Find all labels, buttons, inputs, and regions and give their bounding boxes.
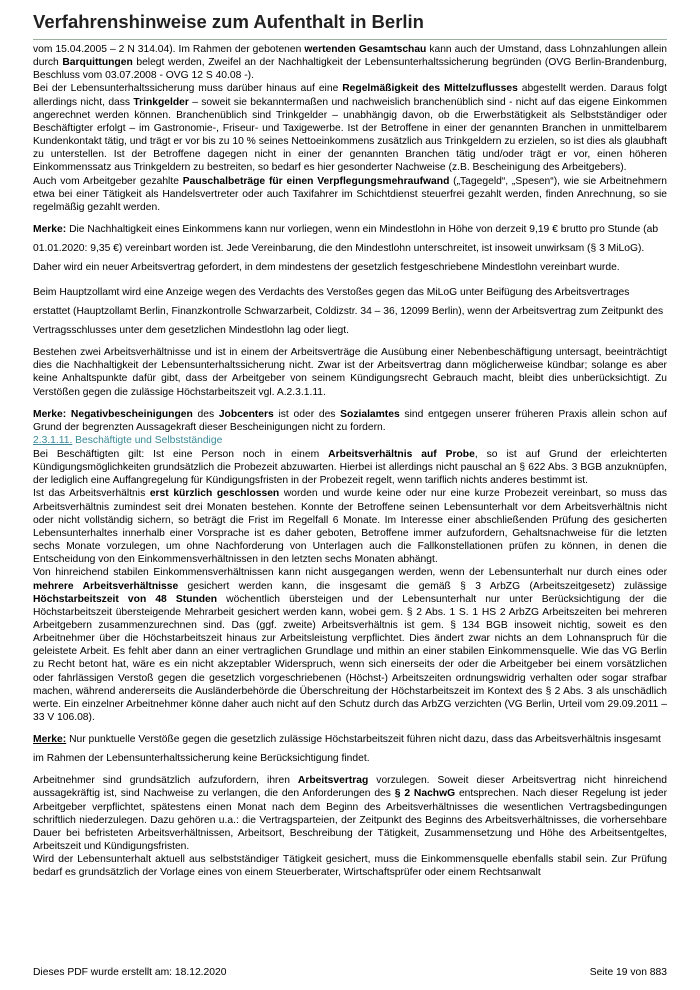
- text: , so ist auf Grund der erleichterten Kündigungsmöglichkeiten grundsätzlich die Probezeit abzuwarten. Hierbei ist allerdings nicht pauschal an § 622 Abs. 3 BGB anzuknüpfen, der lediglich eine Auffangregelung für Kündigungsfristen in der Probezeit regelt, wenn tariflich nichts anderes bestimmt ist.: [33, 448, 667, 487]
- bold-text: Regelmäßigkeit des Mittelzuflusses: [342, 83, 518, 95]
- text: vom 15.04.2005 – 2 N 314.04). Im Rahmen der gebotenen: [33, 44, 305, 55]
- bold-text: wertenden Gesamtschau: [304, 44, 427, 55]
- bold-text: Jobcenters: [218, 408, 274, 420]
- paragraph-3: [33, 175, 667, 214]
- text: des: [192, 408, 219, 420]
- text: Arbeitnehmer sind grundsätzlich aufzufordern, ihren: [33, 775, 298, 787]
- paragraph-selbststaendig: [33, 853, 667, 879]
- text: kann auch der Umstand, dass Lohnzahlungen allein durch: [33, 44, 668, 69]
- paragraph-probezeit: [33, 448, 667, 487]
- text: Bestehen zwei Arbeitsverhältnisse und ist in einem der Arbeitsverträge die Ausübung einer Nebenbeschäftigung untersagt, beeinträchtigt dies die Nachhaltigkeit der Lebensunterhaltssicherung nicht. Zwar ist der Arbeitsvertrag dann möglicherweise kündbar; solange es aber keine Anhaltspunkte dafür gibt, dass der Arbeitgeber von seinem Kündigungsrecht Gebrauch macht, bleibt dies unberücksichtigt. Zu Verstößen gegen die zulässige Höchstarbeitszeit vgl. A.2.3.1.11.: [33, 347, 667, 398]
- text: vorzulegen. Soweit dieser Arbeitsvertrag nicht hinreichend aussagekräftig ist, sind Nachweise zu verlangen, die den Anforderungen des: [33, 775, 667, 800]
- bold-text: Merke: Negativbescheinigungen: [33, 408, 193, 420]
- paragraph-1: [33, 43, 667, 82]
- paragraph-hoechstarbeitszeit: [33, 566, 667, 724]
- text: Nur punktuelle Verstöße gegen die gesetzlich zulässige Höchstarbeitszeit führen nicht dazu, dass das Arbeitsverhältnis insgesamt im Rahmen der Lebensunterhaltssicherung keine Berücksichtigung findet.: [33, 734, 661, 765]
- paragraph-hauptzollamt: [33, 283, 667, 340]
- text: Ist das Arbeitsverhältnis: [33, 488, 150, 500]
- text: gesichert werden kann, die insgesamt die gemäß § 3 ArbZG (Arbeitszeitgesetz) zulässige: [178, 580, 667, 592]
- bold-text: Arbeitsvertrag: [297, 775, 369, 787]
- merke-negativbescheinigungen: [33, 408, 667, 434]
- text: Beim Hauptzollamt wird eine Anzeige wegen des Verdachts des Verstoßes gegen das MiLoG unter Beifügung des Arbeitsvertrages erstattet (Hauptzollamt Berlin, Finanzkontrolle Schwarzarbeit, Coldizstr. 34 – 36, 12099 Berlin), wenn der Arbeitsvertrag zum Zeitpunkt des Vertragsschlusses unter dem gesetzlichen Mindestlohn lag oder liegt.: [33, 287, 664, 337]
- bold-text: Trinkgelder: [133, 96, 189, 108]
- page-number: Seite 19 von 883: [589, 967, 667, 978]
- document-body: [33, 43, 667, 880]
- text: sind entgegen unserer früheren Praxis allein schon auf Grund der begrenzten Aussagekraft dieser Bescheinigungen nicht zu fordern.: [33, 408, 667, 433]
- bold-text: § 2 NachwG: [394, 788, 456, 800]
- text: ist oder des: [273, 408, 341, 420]
- page-footer: [33, 966, 667, 980]
- bold-text: Sozialamtes: [340, 408, 400, 420]
- bold-text: Pauschalbeträge für einen Verpflegungsmehraufwand: [182, 175, 450, 187]
- section-title: Beschäftigte und Selbstständige: [72, 434, 223, 446]
- bold-text: Arbeitsverhältnis auf Probe: [328, 448, 475, 460]
- bold-text: erst kürzlich geschlossen: [149, 488, 280, 500]
- text: belegt werden, Zweifel an der Nachhaltigkeit der Lebensunterhaltssicherung begründen (OVG Berlin-Brandenburg, Beschluss vom 03.07.2008 - OVG 12 S 40.08 -).: [33, 57, 667, 82]
- document-page: [33, 10, 667, 880]
- merke-punktuelle-verstoesse: [33, 730, 667, 768]
- text: wöchentlich übersteigen und der Lebensunterhalt nur unter Berücksichtigung der die Höchstarbeitszeit übersteigende Mehrarbeit gesichert werden kann, wobei gem. § 2 Abs. 1 S. 1 HS 2 ArbZG Arbeitszeiten bei mehreren Arbeitgebern zusammenzurechnen sind. Das (ggf. zweite) Arbeitsverhältnis ist gem. § 134 BGB insoweit nichtig, soweit es den Arbeitnehmer über die Höchstarbeitszeit hinaus zur Arbeitsleistung verpflichtet. Dies ändert zwar nichts an dem Lohnanspruch für die geleistete Arbeit. Es fehlt aber dann an einer vertraglichen Grundlage und mithin an einer stabilen Einkommensquelle. Wie das VG Berlin zu Recht betont hat, wäre es ein nicht akzeptabler Widerspruch, wenn sich einerseits der oder die Arbeitgeber bei einem vorsätzlichen oder fahrlässigen Verstoß gegen die gesetzlich vorgeschriebenen (Höchst-) Arbeitszeiten ordnungswidrig verhalten oder sogar strafbar machen, während andererseits die Ausländerbehörde die Überschreitung der Höchstarbeitszeit im Kontext des § 2 Abs. 3 als unschädlich werte. Ein einzelner Arbeitnehmer könne daher auch nicht auf den Schutz durch das ArbZG verzichten (VG Berlin, Urteil vom 29.09.2011 – 33 V 106.08).: [33, 593, 667, 724]
- merke-label: Merke:: [33, 734, 67, 746]
- bold-text: Barquittungen: [62, 57, 133, 69]
- text: Von hinreichend stabilen Einkommensverhältnissen kann nicht ausgegangen werden, wenn der Lebensunterhalt nur durch eines oder: [33, 567, 667, 579]
- paragraph-arbeitsvertrag: [33, 774, 667, 853]
- text: Bei Beschäftigten gilt: Ist eine Person noch in einem: [33, 448, 329, 460]
- text: („Tagegeld“, „Spesen“), wie sie Arbeitnehmern etwa bei einer Tätigkeit als Handelsvertreter oder auch Taxifahrer im Schichtdienst steuerfrei gezahlt werden, finden Anrechnung, so sie regelmäßig gezahlt werden.: [33, 175, 668, 213]
- text: Auch vom Arbeitgeber gezahlte: [33, 175, 183, 187]
- text: entsprechen. Nach dieser Regelung ist jeder Arbeitgeber verpflichtet, spätestens einen Monat nach dem Beginn des Arbeitsverhältnisses die wesentlichen Vertragsbedingungen schriftlich niederzulegen. Dazu gehören u.a.: die Vertragsparteien, der Zeitpunkt des Beginns des Arbeitsverhältnisses, die vorhersehbare Dauer bei befristeten Arbeitsverhältnissen, Arbeitsort, Beschreibung der Tätigkeit, Zusammensetzung und Höhe des Arbeitsentgeltes, Arbeitszeit und Kündigungsfristen.: [33, 788, 668, 853]
- text: worden und wurde keine oder nur eine kurze Probezeit vereinbart, so muss das Arbeitsverhältnis zumindest seit drei Monaten bestehen. Konnte der Betroffene seinen Lebensunterhalt vor dem Arbeitsverhältnis nicht oder nicht vollständig sichern, so beträgt die Frist im Regelfall 6 Monate. Im Interesse einer abschließenden Prüfung des gesicherten Lebensunterhaltes innerhalb einer Vorsprache ist es daher geboten, Betroffene immer aufzufordern, Gehaltsnachweise für die letzten sechs Monate vorzulegen, um ohne Nachforderung von Unterlagen auch die Fallkonstellationen prüfen zu können, in denen die Entscheidung von den Einkommensverhältnissen in den letzten sechs Monaten abhängt.: [33, 488, 668, 566]
- text: Bei der Lebensunterhaltssicherung muss darüber hinaus auf eine: [33, 83, 343, 95]
- text: abgestellt werden. Daraus folgt allerdings nicht, dass: [33, 83, 667, 108]
- paragraph-2: [33, 82, 667, 174]
- text: – soweit sie bekanntermaßen und nachweislich branchenüblich sind - nicht auf das eigene Einkommen angerechnet werden können. Branchenüblich sind Trinkgelder – unabhängig davon, ob die Erwerbstätigkeit als Selbstständiger oder Beschäftigter erfolgt – im Gastronomie-, Friseur- und Taxigewerbe. Ist der Betroffene in einer der genannten Branchen in unmittelbarem Kundenkontakt tätig, und trägt er vor bis zu 10 % seines Nettoeinkommens zusätzlich aus Trinkgeldern zu erzielen, so ist dies als glaubhaft zu unterstellen. Ist der Betroffene dagegen nicht in einer der genannten Branchen tätig und/oder trägt er vor, einen höheren Einkommenssatz aus Trinkgeldern zu bestreiten, so bedarf es hier gesonderter Nachweise (z.B. Bescheinigung des Arbeitgebers).: [33, 96, 667, 174]
- merke-mindestlohn: [33, 220, 667, 277]
- paragraph-kuerzlich: [33, 487, 667, 566]
- created-date: Dieses PDF wurde erstellt am: 18.12.2020: [33, 967, 227, 978]
- text: Die Nachhaltigkeit eines Einkommens kann nur vorliegen, wenn ein Mindestlohn in Höhe von derzeit 9,19 € brutto pro Stunde (ab 01.01.2020: 9,35 €) vereinbart worden ist. Jede Vereinbarung, die den Mindestlohn unterschreitet, ist insoweit unwirksam (§ 3 MiLoG). Daher wird ein neuer Arbeitsvertrag gefordert, in dem mindestens der gesetzlich festgeschriebene Mindestlohn vereinbart wurde.: [33, 224, 659, 274]
- bold-text: Höchstarbeitszeit von 48 Stunden: [33, 593, 218, 605]
- section-number-link[interactable]: 2.3.1.11.: [33, 434, 73, 446]
- text: Wird der Lebensunterhalt aktuell aus selbstständiger Tätigkeit gesichert, muss die Einkommensquelle ebenfalls stabil sein. Zur Prüfung bedarf es grundsätzlich der Vorlage eines von einem Steuerberater, Wirtschaftsprüfer oder einem Rechtsanwalt: [33, 854, 667, 879]
- page-title: Verfahrenshinweise zum Aufenthalt in Berlin: [33, 10, 667, 40]
- section-heading[interactable]: [33, 434, 667, 448]
- merke-label: Merke:: [33, 224, 67, 236]
- bold-text: mehrere Arbeitsverhältnisse: [33, 580, 179, 592]
- paragraph-arbeitsverhaeltnisse: [33, 346, 667, 399]
